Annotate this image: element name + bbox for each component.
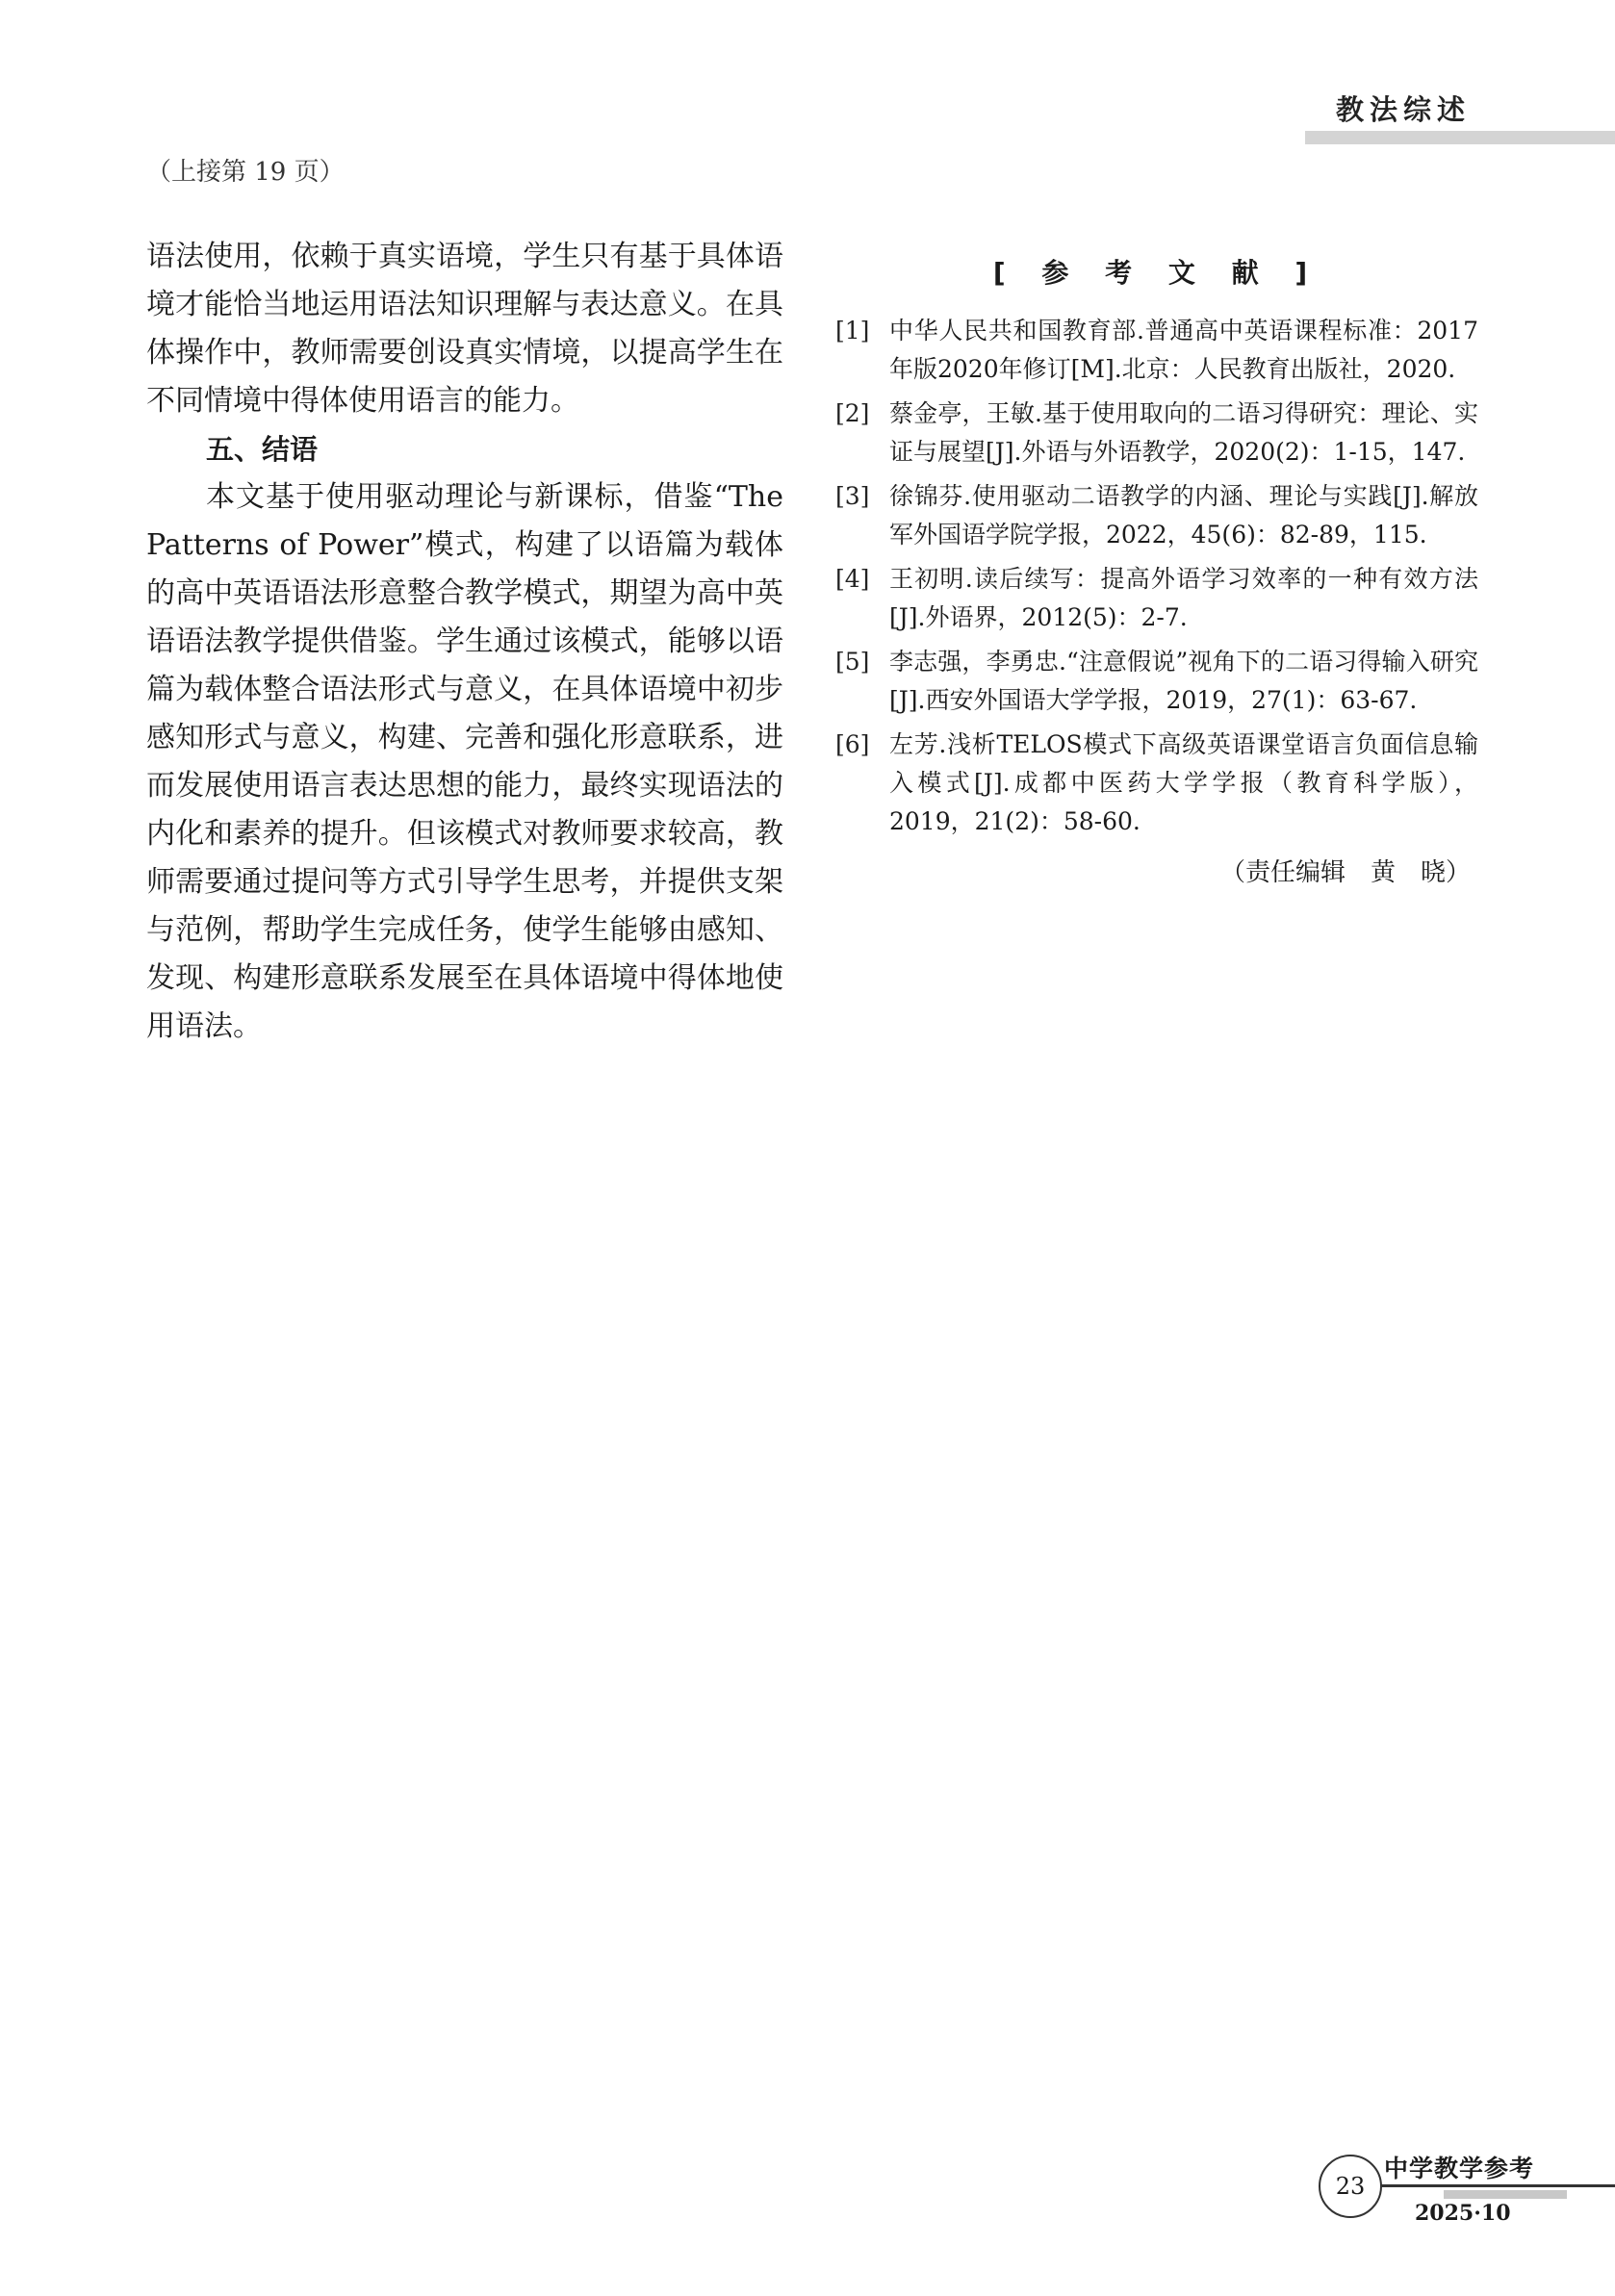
reference-text: 徐锦芬.使用驱动二语教学的内涵、理论与实践[J].解放军外国语学院学报，2022，45(6)：82-89，115. <box>889 482 1478 548</box>
reference-text: 蔡金亭，王敏.基于使用取向的二语习得研究：理论、实证与展望[J].外语与外语教学，2020(2)：1-15，147. <box>889 399 1478 466</box>
footer-gray-bar <box>1444 2190 1567 2199</box>
reference-number: [2] <box>835 399 870 427</box>
section-title: 教法综述 <box>1335 93 1471 126</box>
reference-number: [6] <box>835 730 870 758</box>
body-paragraph: 语法使用，依赖于真实语境，学生只有基于具体语境才能恰当地运用语法知识理解与表达意义。在具体操作中，教师需要创设真实情境，以提高学生在不同情境中得体使用语言的能力。 <box>146 240 783 418</box>
references-section <box>835 252 1478 888</box>
reference-number: [1] <box>835 317 870 344</box>
reference-number: [4] <box>835 565 870 593</box>
header-bar <box>1305 131 1615 144</box>
page-number: 23 <box>1319 2155 1382 2218</box>
reference-item <box>835 312 1478 389</box>
reference-number: [3] <box>835 482 870 510</box>
reference-number: [5] <box>835 648 870 676</box>
reference-text: 左芳.浅析TELOS模式下高级英语课堂语言负面信息输入模式[J].成都中医药大学学报（教育科学版），2019，21(2)：58-60. <box>889 730 1478 835</box>
continued-note: （上接第 19 页） <box>146 158 345 187</box>
reference-item <box>835 643 1478 720</box>
reference-item <box>835 560 1478 637</box>
reference-item <box>835 726 1478 841</box>
reference-text: 王初明.读后续写：提高外语学习效率的一种有效方法[J].外语界，2012(5)：2-7. <box>889 565 1478 631</box>
references-heading: [ 参 考 文 献 ] <box>992 257 1321 289</box>
footer-rule <box>1347 2184 1615 2187</box>
reference-text: 中华人民共和国教育部.普通高中英语课程标准：2017年版2020年修订[M].北京：人民教育出版社，2020. <box>889 317 1478 383</box>
journal-name: 中学教学参考 <box>1384 2155 1535 2182</box>
reference-text: 李志强，李勇忠.“注意假说”视角下的二语习得输入研究[J].西安外国语大学学报，2019，27(1)：63-67. <box>889 648 1478 714</box>
section-heading: 五、结语 <box>206 433 319 466</box>
reference-item <box>835 395 1478 472</box>
left-column <box>146 233 783 1051</box>
reference-item <box>835 477 1478 554</box>
body-paragraph: 本文基于使用驱动理论与新课标，借鉴“The Patterns of Power”模式，构建了以语篇为载体的高中英语语法形意整合教学模式，期望为高中英语语法教学提供借鉴。学生通过该模式，能够以语篇为载体整合语法形式与意义，在具体语境中初步感知形式与意义，构建、完善和强化形意联系，进而发展使用语言表达思想的能力，最终实现语法的内化和素养的提升。但该模式对教师要求较高，教师需要通过提问等方式引导学生思考，并提供支架与范例，帮助学生完成任务，使学生能够由感知、发现、构建形意联系发展至在具体语境中得体地使用语法。 <box>146 480 783 1043</box>
reference-list <box>835 312 1478 841</box>
issue-date: 2025·10 <box>1415 2201 1511 2226</box>
responsible-editor: （责任编辑 黄 晓） <box>1219 858 1471 887</box>
